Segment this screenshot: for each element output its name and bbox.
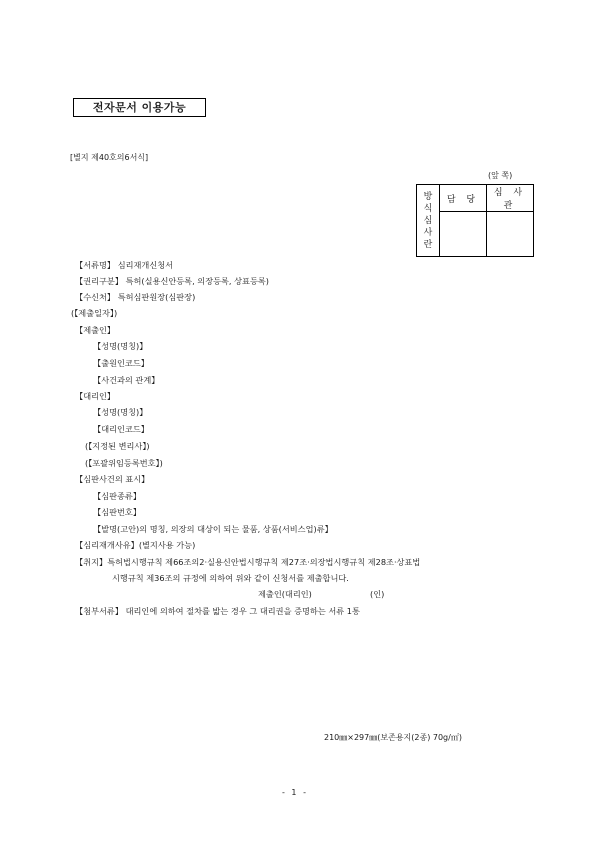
case-section: 【심판사건의 표시】 bbox=[75, 474, 150, 484]
doc-name-field: 【서류명】 심리재개신청서 bbox=[75, 260, 174, 270]
approval-header-char: 사 bbox=[423, 227, 433, 238]
approval-cell-examiner[interactable] bbox=[487, 212, 534, 257]
agent-general-field: (【포괄위임등록번호】) bbox=[85, 458, 163, 468]
approval-col-officer: 담 당 bbox=[440, 185, 487, 212]
approval-header bbox=[417, 185, 440, 257]
page-side-label: (앞 쪽) bbox=[488, 171, 513, 180]
submit-date-field: (【제출일자】) bbox=[71, 308, 118, 318]
approval-header-char: 방 bbox=[423, 191, 433, 202]
applicant-code-field: 【출원인코드】 bbox=[93, 358, 149, 368]
purpose-line-2: 시행규칙 제36조의 규정에 의하여 위와 같이 신청서를 제출합니다. bbox=[112, 573, 349, 583]
agent-designated-field: (【지정된 변리사】) bbox=[85, 441, 150, 451]
applicant-name-field: 【성명(명칭)】 bbox=[93, 341, 148, 351]
attachments-field: 【첨부서류】 대리인에 의하여 절차를 밟는 경우 그 대리권을 증명하는 서류 1통 bbox=[75, 606, 360, 616]
agent-section: 【대리인】 bbox=[75, 391, 116, 401]
approval-header-char: 심 bbox=[423, 215, 433, 226]
agent-name-field: 【성명(명칭)】 bbox=[93, 407, 148, 417]
electronic-document-banner: 전자문서 이용가능 bbox=[73, 98, 206, 117]
form-number: [별지 제40호의6서식] bbox=[70, 153, 149, 162]
right-type-field: 【권리구분】 특허(실용신안등록, 의장등록, 상표등록) bbox=[75, 276, 269, 286]
seal-label: (인) bbox=[370, 589, 385, 599]
case-number-field: 【심판번호】 bbox=[93, 507, 142, 517]
paper-spec: 210㎜×297㎜(보존용지(2종) 70g/㎡) bbox=[324, 733, 462, 742]
applicant-section: 【제출인】 bbox=[75, 325, 116, 335]
reason-field: 【심리재개사유】(별지사용 가능) bbox=[75, 540, 196, 550]
page-number: - 1 - bbox=[282, 788, 308, 797]
approval-col-examiner: 심 사 관 bbox=[487, 185, 534, 212]
purpose-line-1: 【취지】특허법시행규칙 제66조의2·실용신안법시행규칙 제27조·의장법시행규칙 제28조·상표법 bbox=[75, 557, 421, 567]
recipient-field: 【수신처】 특허심판원장(심판장) bbox=[75, 292, 196, 302]
approval-header-char: 란 bbox=[423, 239, 433, 250]
submitter-label: 제출인(대리인) bbox=[258, 589, 312, 599]
applicant-relation-field: 【사건과의 관계】 bbox=[93, 375, 160, 385]
case-invention-field: 【발명(고안)의 명칭, 의장의 대상이 되는 물품, 상품(서비스업)류】 bbox=[93, 524, 333, 534]
case-type-field: 【심판종류】 bbox=[93, 491, 142, 501]
approval-cell-officer[interactable] bbox=[440, 212, 487, 257]
approval-box bbox=[416, 184, 534, 257]
agent-code-field: 【대리인코드】 bbox=[93, 424, 149, 434]
approval-header-char: 식 bbox=[423, 203, 433, 214]
